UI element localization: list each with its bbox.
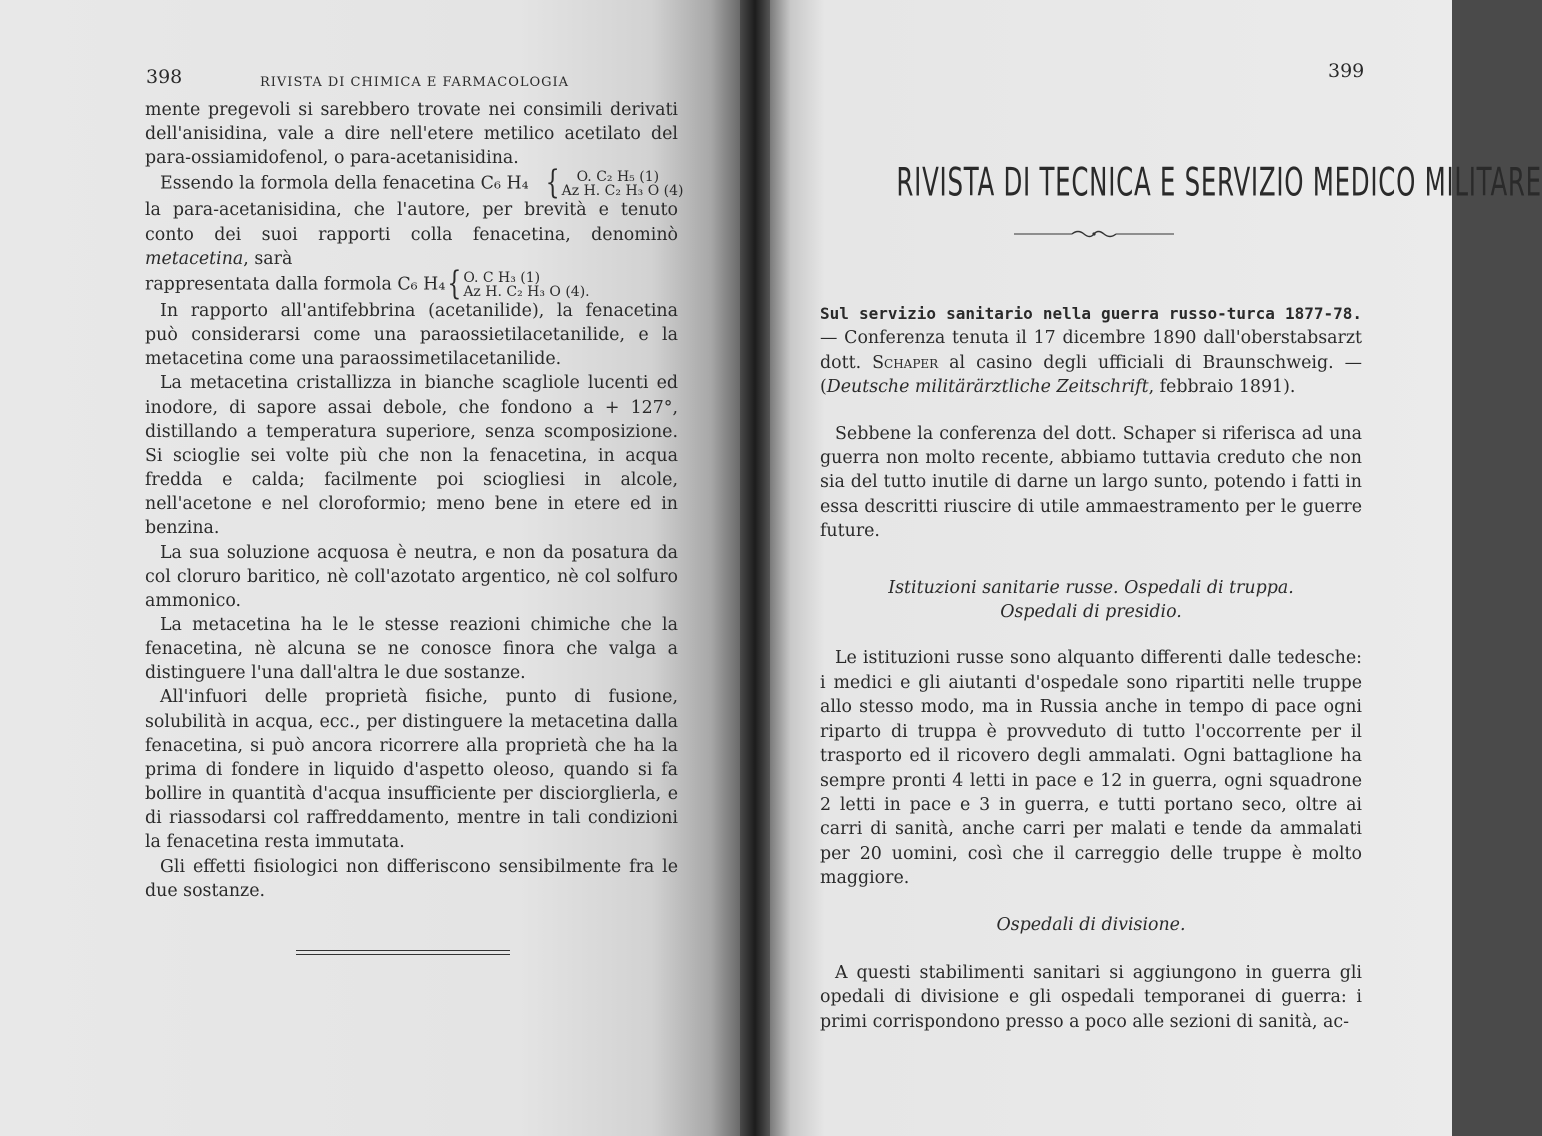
subheading: Istituzioni sanitarie russe. Ospedali di truppa. bbox=[888, 577, 1294, 598]
formula-intro: Essendo la formola della fenacetina C₆ H₄ bbox=[160, 173, 529, 194]
right-page-body bbox=[820, 302, 1362, 1034]
brace: { bbox=[545, 164, 560, 203]
paragraph: Gli effetti fisiologici non differiscono sensibilmente fra le due sostanze. bbox=[145, 856, 678, 901]
formula-stack bbox=[463, 271, 589, 299]
paragraph: Sebbene la conferenza del dott. Schaper si riferisca ad una guerra non molto recente, abbiamo tuttavia creduto che non sia del tutto inutile di darne un largo sunto, potendo i fatti in essa descritti riuscire di utile ammaestramento per le guerre future. bbox=[820, 423, 1362, 542]
formula-fenacetina bbox=[145, 164, 684, 203]
formula-intro: rappresentata dalla formola C₆ H₄ bbox=[145, 274, 446, 295]
paragraph: Le istituzioni russe sono alquanto differenti dalle tedesche: i medici e gli aiutanti d'ospedale sono ripartiti nelle truppe allo stesso modo, ma in Russia anche in tempo di pace ogni riparto di truppa è provveduto di tutto l'occorrente per il trasporto ed il ricovero degli ammalati. Ogni battaglione ha sempre pronti 4 letti in pace e 12 in guerra, ogni squadrone 2 letti in pace e 3 in guerra, e tutti portano seco, oltre ai carri di sanità, anche carri per malati e tende da ammalati per 20 uomini, così che il carreggio delle truppe è molto maggiore. bbox=[820, 648, 1362, 889]
paragraph: All'infuori delle proprietà fisiche, punto di fusione, solubilità in acqua, ecc., per distinguere la metacetina dalla fenacetina, si può ancora ricorrere alla proprietà che ha la prima di fondere in liquido d'aspetto oleoso, quando si fa bollire in quantità d'acqua insufficiente per disciorglierla, e di riassodarsi col raffreddamento, mentre in tali condizioni la fenacetina resta immutata. bbox=[145, 687, 678, 853]
brace: { bbox=[447, 265, 462, 303]
running-head: RIVISTA DI CHIMICA E FARMACOLOGIA bbox=[260, 75, 570, 90]
article-header bbox=[820, 302, 1362, 400]
formula-stack bbox=[562, 170, 684, 198]
left-page bbox=[0, 0, 740, 1136]
end-rule bbox=[296, 950, 510, 955]
subheading: Ospedali di presidio. bbox=[1000, 602, 1182, 623]
formula-bottom: Az H. C₂ H₃ O (4). bbox=[463, 283, 590, 300]
subheading: Ospedali di divisione. bbox=[996, 914, 1186, 935]
paragraph: La metacetina cristallizza in bianche scagliole lucenti ed inodore, di sapore assai debole, che fondono a + 127°, distillando a temperatura superiore, senza scomposizione. Si scioglie sei volte più che non la fenacetina, in acqua fredda e calda; facilmente poi sciogliesi in alcole, nell'acetone e nel cloroformio; meno bene in etere ed in benzina. bbox=[145, 373, 678, 539]
article-title: Sul servizio sanitario nella guerra russo-turca 1877-78. bbox=[820, 304, 1362, 323]
ornament-divider bbox=[1014, 228, 1174, 240]
journal-name: Deutsche militärärztliche Zeitschrift bbox=[826, 377, 1149, 398]
paragraph: mente pregevoli si sarebbero trovate nei consimili derivati dell'anisidina, vale a dire nell'etere metilico acetilato del para-ossiamidofenol, o para-acetanisidina. bbox=[145, 100, 678, 169]
paragraph-text: la para-acetanisidina, che l'autore, per brevità e tenuto conto dei suoi rapporti colla fenacetina, denominò bbox=[145, 200, 678, 245]
paragraph bbox=[145, 198, 678, 270]
author-name: Schaper bbox=[872, 352, 939, 373]
article-meta: , febbraio 1891). bbox=[1148, 377, 1296, 398]
article-meta: — Conferenza tenuta il 17 dicembre 1890 dall'oberstabsarzt dott. bbox=[820, 328, 1362, 373]
page-number-left: 398 bbox=[146, 66, 183, 88]
formula-bottom: Az H. C₂ H₃ O (4) bbox=[561, 183, 684, 200]
page-number-right: 399 bbox=[1328, 60, 1365, 82]
article-meta: al casino degli ufficiali di Braunschweig. — ( bbox=[820, 352, 1363, 398]
term-metacetina: metacetina bbox=[145, 248, 244, 269]
paragraph: In rapporto all'antifebbrina (acetanilide), la fenacetina può considerarsi come una paraossietilacetanilide, e la metacetina come una paraossimetilacetanilide. bbox=[145, 300, 678, 370]
paragraph: La metacetina ha le le stesse reazioni chimiche che la fenacetina, nè alcuna se ne conosce finora che valga a distinguere l'una dall'altra le due sostanze. bbox=[145, 614, 678, 684]
left-page-body bbox=[145, 98, 684, 903]
section-title: RIVISTA DI TECNICA E SERVIZIO MEDICO MILITARE bbox=[896, 160, 1542, 206]
book-gutter bbox=[740, 0, 770, 1136]
formula-top: O. C H₃ (1) bbox=[463, 269, 541, 286]
formula-metacetina bbox=[145, 265, 678, 303]
right-page bbox=[770, 0, 1542, 1136]
paragraph-tail: , sarà bbox=[243, 248, 293, 269]
paragraph: La sua soluzione acquosa è neutra, e non da posatura da col cloruro baritico, nè coll'azotato argentico, nè col solfuro ammonico. bbox=[145, 542, 678, 611]
formula-top: O. C₂ H₅ (1) bbox=[576, 169, 660, 186]
paragraph: A questi stabilimenti sanitari si aggiungono in guerra gli opedali di divisione e gli ospedali temporanei di guerra: i primi corrispondono presso a poco alle sezioni di sanità, ac- bbox=[820, 962, 1362, 1032]
